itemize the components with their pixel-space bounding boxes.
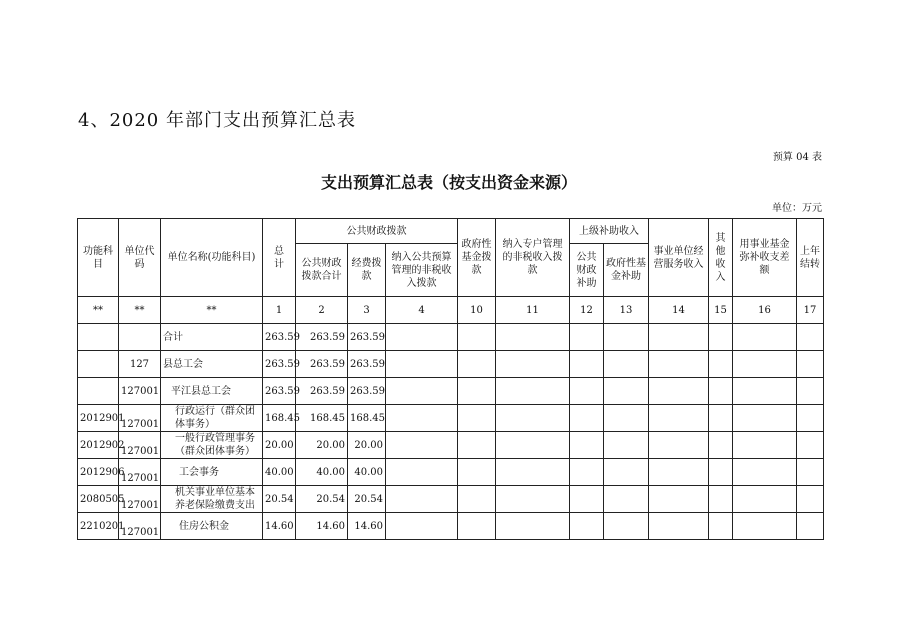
header-upper-subsidy-group: 上级补助收入 bbox=[570, 219, 649, 244]
header-public-fiscal-sum: 公共财政拨款合计 bbox=[296, 244, 348, 297]
cell-unit-code bbox=[119, 324, 161, 351]
cell-public-fiscal-sum: 263.59 bbox=[296, 351, 348, 378]
cell-func-code: 2080505 bbox=[78, 486, 119, 513]
table-row bbox=[78, 351, 824, 378]
cell-operating-funds: 20.00 bbox=[348, 432, 386, 459]
cell-func-code: 2012902 bbox=[78, 432, 119, 459]
cell-total: 263.59 bbox=[263, 324, 296, 351]
cell-unit-name: 平江县总工会 bbox=[161, 378, 263, 405]
index-cell: 15 bbox=[709, 297, 733, 324]
table-row bbox=[78, 405, 824, 432]
header-unit-code: 单位代码 bbox=[119, 219, 161, 297]
cell-total: 263.59 bbox=[263, 378, 296, 405]
unit-label: 单位：万元 bbox=[772, 203, 822, 214]
index-cell: ** bbox=[78, 297, 119, 324]
form-number: 预算 04 表 bbox=[772, 152, 822, 163]
table-title: 支出预算汇总表（按支出资金来源） bbox=[320, 173, 577, 192]
table-row bbox=[78, 378, 824, 405]
header-total: 总 计 bbox=[263, 219, 296, 297]
cell-total: 20.00 bbox=[263, 432, 296, 459]
cell-total: 168.45 bbox=[263, 405, 296, 432]
cell-unit-code: 127 bbox=[119, 351, 161, 378]
header-fund-makeup: 用事业基金弥补收支差额 bbox=[733, 219, 797, 297]
cell-operating-funds: 40.00 bbox=[348, 459, 386, 486]
cell-func-code bbox=[78, 351, 119, 378]
cell-public-fiscal-sum: 263.59 bbox=[296, 324, 348, 351]
index-cell: 17 bbox=[797, 297, 824, 324]
table-row bbox=[78, 513, 824, 540]
cell-operating-funds: 168.45 bbox=[348, 405, 386, 432]
cell-total: 263.59 bbox=[263, 351, 296, 378]
index-cell: 14 bbox=[649, 297, 709, 324]
cell-operating-funds: 14.60 bbox=[348, 513, 386, 540]
index-cell: 3 bbox=[348, 297, 386, 324]
table-row bbox=[78, 432, 824, 459]
cell-unit-code: 127001 bbox=[119, 459, 161, 486]
cell-total: 14.60 bbox=[263, 513, 296, 540]
index-row bbox=[78, 297, 824, 324]
cell-operating-funds: 263.59 bbox=[348, 378, 386, 405]
index-cell: ** bbox=[119, 297, 161, 324]
header-business-income: 事业单位经营服务收入 bbox=[649, 219, 709, 297]
cell-func-code: 2210201 bbox=[78, 513, 119, 540]
index-cell: 16 bbox=[733, 297, 797, 324]
header-public-fiscal-subsidy: 公共财政补助 bbox=[570, 244, 604, 297]
cell-operating-funds: 263.59 bbox=[348, 351, 386, 378]
header-carry-over: 上年结转 bbox=[797, 219, 824, 297]
table-row bbox=[78, 459, 824, 486]
index-cell: 13 bbox=[604, 297, 649, 324]
table-row bbox=[78, 324, 824, 351]
index-cell: 10 bbox=[458, 297, 496, 324]
cell-public-fiscal-sum: 168.45 bbox=[296, 405, 348, 432]
cell-unit-name: 住房公积金 bbox=[161, 513, 263, 540]
cell-unit-name: 县总工会 bbox=[161, 351, 263, 378]
header-public-fiscal-group: 公共财政拨款 bbox=[296, 219, 458, 244]
index-cell: ** bbox=[161, 297, 263, 324]
index-cell: 11 bbox=[496, 297, 570, 324]
header-func-code: 功能科目 bbox=[78, 219, 119, 297]
cell-unit-code: 127001 bbox=[119, 378, 161, 405]
cell-unit-code: 127001 bbox=[119, 432, 161, 459]
cell-total: 40.00 bbox=[263, 459, 296, 486]
cell-operating-funds: 20.54 bbox=[348, 486, 386, 513]
cell-func-code: 2012906 bbox=[78, 459, 119, 486]
cell-unit-name: 机关事业单位基本养老保险缴费支出 bbox=[161, 486, 263, 513]
header-special-nontax: 纳入专户管理的非税收入拨款 bbox=[496, 219, 570, 297]
cell-public-fiscal-sum: 20.54 bbox=[296, 486, 348, 513]
header-operating-funds: 经费拨款 bbox=[348, 244, 386, 297]
cell-unit-name: 一般行政管理事务（群众团体事务） bbox=[161, 432, 263, 459]
cell-unit-code: 127001 bbox=[119, 486, 161, 513]
index-cell: 1 bbox=[263, 297, 296, 324]
header-gov-fund: 政府性基金拨款 bbox=[458, 219, 496, 297]
cell-unit-name: 行政运行（群众团体事务） bbox=[161, 405, 263, 432]
header-other-income: 其他收入 bbox=[709, 219, 733, 297]
cell-func-code bbox=[78, 324, 119, 351]
cell-public-fiscal-sum: 263.59 bbox=[296, 378, 348, 405]
cell-func-code: 2012901 bbox=[78, 405, 119, 432]
header-gov-fund-subsidy: 政府性基金补助 bbox=[604, 244, 649, 297]
section-heading: 4、2020 年部门支出预算汇总表 bbox=[78, 110, 356, 131]
cell-unit-code: 127001 bbox=[119, 513, 161, 540]
table-row bbox=[78, 486, 824, 513]
header-unit-name: 单位名称(功能科目) bbox=[161, 219, 263, 297]
cell-unit-name: 工会事务 bbox=[161, 459, 263, 486]
cell-operating-funds: 263.59 bbox=[348, 324, 386, 351]
index-cell: 12 bbox=[570, 297, 604, 324]
cell-public-fiscal-sum: 20.00 bbox=[296, 432, 348, 459]
cell-public-fiscal-sum: 40.00 bbox=[296, 459, 348, 486]
cell-func-code bbox=[78, 378, 119, 405]
cell-total: 20.54 bbox=[263, 486, 296, 513]
budget-table bbox=[77, 218, 824, 540]
cell-unit-code: 127001 bbox=[119, 405, 161, 432]
index-cell: 2 bbox=[296, 297, 348, 324]
cell-unit-name: 合计 bbox=[161, 324, 263, 351]
index-cell: 4 bbox=[386, 297, 458, 324]
header-nontax-budget: 纳入公共预算管理的非税收入拨款 bbox=[386, 244, 458, 297]
cell-public-fiscal-sum: 14.60 bbox=[296, 513, 348, 540]
